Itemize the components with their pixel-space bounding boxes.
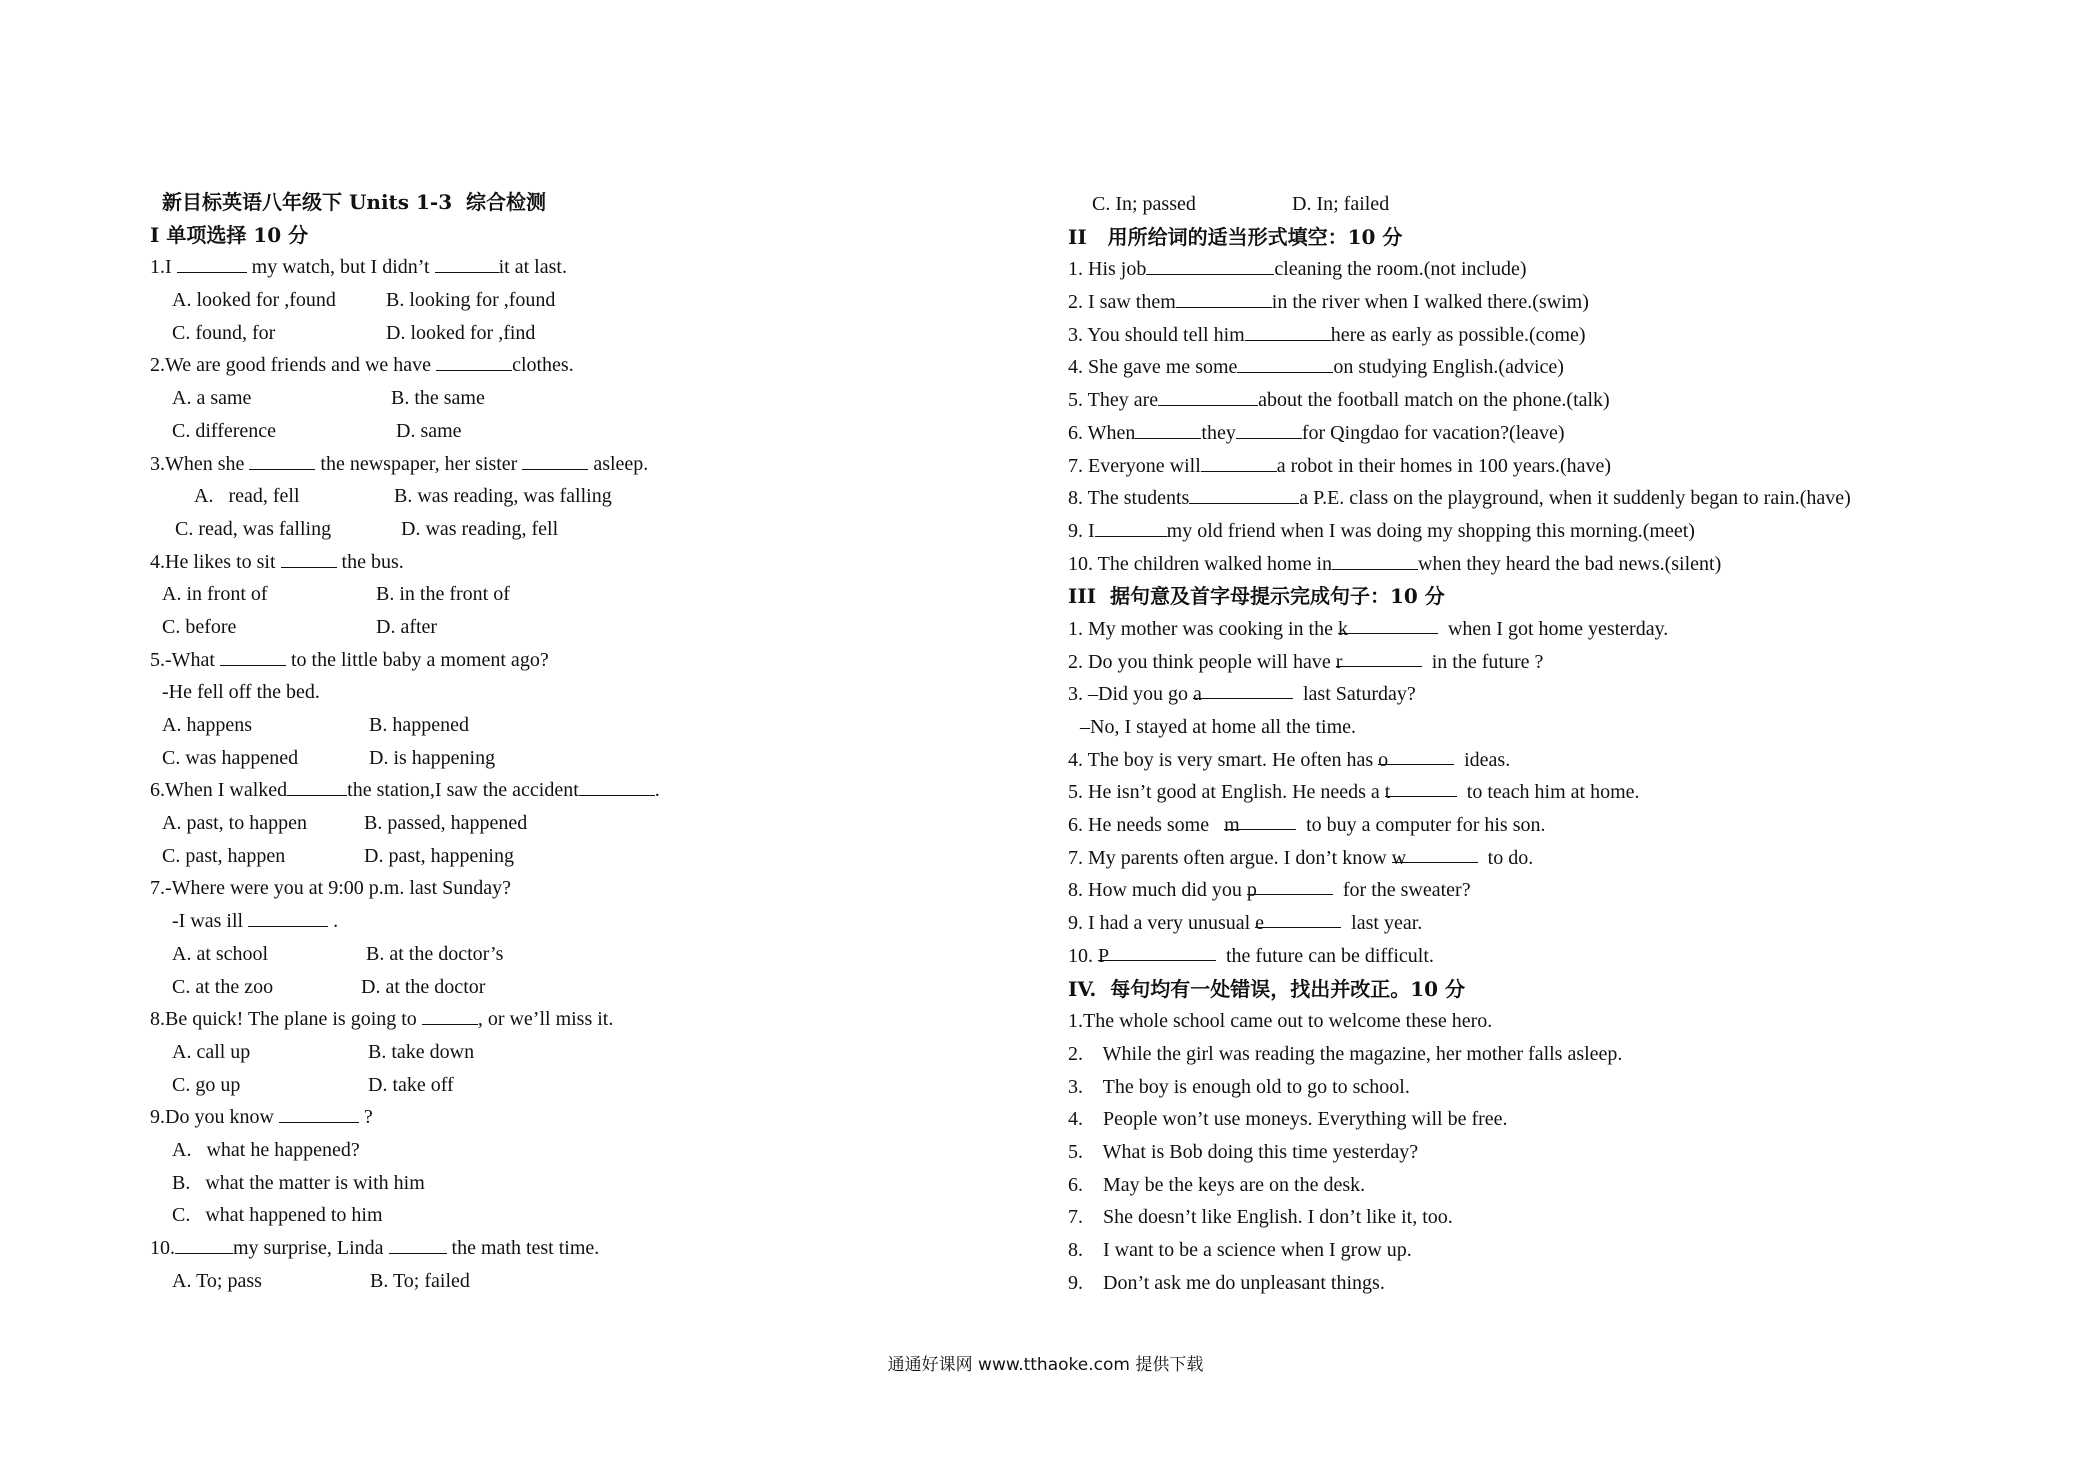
question-text: r xyxy=(1335,650,1343,673)
answer-blank xyxy=(1236,418,1302,439)
question-text: 6. May be the keys are on the desk. xyxy=(1068,1173,1366,1196)
answer-blank xyxy=(281,547,337,568)
question-text: III 据句意及首字母提示完成句子：10 分 xyxy=(1068,584,1445,609)
question-text: 10. The children walked home in xyxy=(1068,552,1333,575)
option-text: C. found, for xyxy=(172,321,276,344)
option-text: A. in front of xyxy=(162,583,268,606)
s3-item-7 xyxy=(1068,842,2068,875)
question-text: B. take down xyxy=(368,1040,475,1063)
question-text: D. after xyxy=(376,615,438,638)
s3-item-1 xyxy=(1068,613,2068,646)
s3-item-5 xyxy=(1068,776,2068,809)
question-text: ideas. xyxy=(1454,748,1511,771)
s4-item-9 xyxy=(1068,1267,2068,1300)
question-text: 5. They are xyxy=(1068,389,1159,412)
q1-options-ab xyxy=(150,284,1050,317)
question-text: my old friend when I was doing my shopping this morning.(meet) xyxy=(1166,519,1695,542)
answer-blank xyxy=(249,449,315,470)
question-text: 7. Everyone will xyxy=(1068,454,1201,477)
question-text: 3. You should tell him xyxy=(1068,323,1245,346)
question-text: 2. I saw them xyxy=(1068,291,1176,314)
question-text: 6. He needs some xyxy=(1068,814,1225,837)
question-text: my surprise, Linda xyxy=(233,1237,389,1259)
question-text: to teach him at home. xyxy=(1456,781,1640,804)
question-text: 1. My mother was cooking in the xyxy=(1068,617,1338,640)
question-text: here as early as possible.(come) xyxy=(1330,323,1586,346)
question-text: 10. xyxy=(150,1237,175,1259)
question-text: IV. 每句均有一处错误，找出并改正。10 分 xyxy=(1068,976,1466,1001)
question-text: –No, I stayed at home all the time. xyxy=(1080,716,1357,738)
question-text: they xyxy=(1201,421,1236,444)
q4-options-ab xyxy=(150,578,1050,611)
question-text: 3. –Did you go xyxy=(1068,683,1193,706)
option-text: C. read, was falling xyxy=(175,517,332,540)
s4-item-4 xyxy=(1068,1103,2068,1136)
answer-blank xyxy=(1158,385,1258,406)
question-text: 9. I had a very unusual xyxy=(1068,912,1256,935)
question-text: 5. He isn’t good at English. He needs a xyxy=(1068,781,1385,804)
answer-blank xyxy=(1224,809,1296,837)
question-text: w xyxy=(1391,846,1407,869)
question-text: a robot in their homes in 100 years.(have) xyxy=(1276,454,1612,477)
answer-blank xyxy=(248,906,328,927)
answer-blank xyxy=(522,449,588,470)
s2-item-10 xyxy=(1068,548,2068,581)
s4-item-2 xyxy=(1068,1038,2068,1071)
s2-item-8 xyxy=(1068,482,2068,515)
s3-item-10 xyxy=(1068,940,2068,973)
answer-blank xyxy=(1391,842,1478,869)
left-column xyxy=(150,188,1050,1297)
question-text: the future can be difficult. xyxy=(1216,944,1434,967)
question-text: the bus. xyxy=(336,550,404,573)
s2-item-1 xyxy=(1068,253,2068,286)
answer-blank xyxy=(1189,483,1299,504)
option-text: C. before xyxy=(162,615,237,638)
answer-blank xyxy=(177,252,247,273)
section-1-heading xyxy=(150,219,1050,252)
s3-item-3-reply xyxy=(1068,711,2068,744)
question-text: 1.I xyxy=(150,256,177,279)
question-text: the math test time. xyxy=(446,1237,600,1259)
s2-item-2 xyxy=(1068,286,2068,319)
question-text: B. was reading, was falling xyxy=(394,485,612,508)
question-text: D. was reading, fell xyxy=(401,517,559,540)
section-3-heading xyxy=(1068,580,2068,613)
question-text: last Saturday? xyxy=(1293,683,1416,706)
s2-item-4 xyxy=(1068,351,2068,384)
question-text: P xyxy=(1098,944,1110,967)
question-text: p xyxy=(1246,879,1257,902)
s3-item-3 xyxy=(1068,678,2068,711)
answer-blank xyxy=(1193,678,1293,706)
answer-blank xyxy=(389,1233,447,1254)
q7-options-cd xyxy=(150,971,1050,1004)
answer-blank xyxy=(1176,287,1272,308)
option-text: C. In; passed xyxy=(1092,193,1196,215)
question-text: . xyxy=(328,910,339,933)
question-text: 4.He likes to sit xyxy=(150,550,281,573)
s2-item-9 xyxy=(1068,515,2068,548)
s2-item-5 xyxy=(1068,384,2068,417)
q5-options-cd xyxy=(150,742,1050,775)
q9 xyxy=(150,1101,1050,1134)
q9-option-a xyxy=(150,1134,1050,1167)
question-text: 5.-What xyxy=(150,648,220,671)
question-text: my watch, but I didn’t xyxy=(246,256,435,279)
question-text: the station,I saw the accident xyxy=(347,779,579,802)
question-text: 9. I xyxy=(1068,519,1095,542)
question-text: to do. xyxy=(1477,846,1534,869)
s3-item-6 xyxy=(1068,809,2068,842)
q2 xyxy=(150,349,1050,382)
s3-item-4 xyxy=(1068,744,2068,777)
answer-blank xyxy=(1098,940,1216,967)
answer-blank xyxy=(1237,352,1333,373)
question-text: A. what he happened? xyxy=(172,1138,360,1161)
question-text: for the sweater? xyxy=(1332,879,1471,902)
question-text: about the football match on the phone.(talk) xyxy=(1258,389,1610,412)
question-text: B. To; failed xyxy=(370,1269,470,1292)
question-text: C. what happened to him xyxy=(172,1204,383,1227)
q1-options-cd xyxy=(150,317,1050,350)
q10-options-ab xyxy=(150,1265,1050,1298)
q6-options-cd xyxy=(150,840,1050,873)
question-text: m xyxy=(1224,814,1240,837)
question-text: 1. His job xyxy=(1068,258,1147,281)
answer-blank xyxy=(1332,549,1418,570)
question-text: 2. While the girl was reading the magazine, her mother falls asleep. xyxy=(1068,1042,1623,1065)
q4-options-cd xyxy=(150,611,1050,644)
question-text: 7. She doesn’t like English. I don’t like it, too. xyxy=(1068,1206,1453,1229)
question-text: I 单项选择 10 分 xyxy=(150,222,309,247)
question-text: -I was ill xyxy=(172,910,249,933)
s2-item-3 xyxy=(1068,319,2068,352)
option-text: C. difference xyxy=(172,419,277,442)
option-text: A. a same xyxy=(172,387,252,410)
question-text: D. take off xyxy=(368,1073,454,1096)
answer-blank xyxy=(1335,646,1422,673)
question-text: the newspaper, her sister xyxy=(315,452,523,475)
option-text: A. past, to happen xyxy=(162,812,307,835)
question-text: in the river when I walked there.(swim) xyxy=(1271,291,1589,314)
question-text: a P.E. class on the playground, when it suddenly began to rain.(have) xyxy=(1299,487,1851,510)
option-text: C. past, happen xyxy=(162,844,286,867)
q8-options-cd xyxy=(150,1069,1050,1102)
q2-options-cd xyxy=(150,415,1050,448)
q6-options-ab xyxy=(150,807,1050,840)
s3-item-2 xyxy=(1068,646,2068,679)
option-text: A. To; pass xyxy=(172,1269,262,1292)
question-text: B. what the matter is with him xyxy=(172,1171,425,1194)
question-text: e xyxy=(1255,912,1265,935)
s2-item-7 xyxy=(1068,450,2068,483)
question-text: k xyxy=(1337,617,1348,640)
question-text: 3. The boy is enough old to go to school. xyxy=(1068,1075,1410,1098)
answer-blank xyxy=(1146,254,1274,275)
s3-item-9 xyxy=(1068,907,2068,940)
question-text: 4. People won’t use moneys. Everything will be free. xyxy=(1068,1108,1508,1131)
answer-blank xyxy=(1246,874,1333,902)
q2-options-ab xyxy=(150,382,1050,415)
q3-options-cd xyxy=(150,513,1050,546)
answer-blank xyxy=(287,775,347,796)
question-text: o xyxy=(1378,748,1389,771)
q7 xyxy=(150,872,1050,905)
q3 xyxy=(150,448,1050,481)
question-text: 10. xyxy=(1068,944,1098,967)
option-text: C. at the zoo xyxy=(172,975,274,998)
question-text: B. in the front of xyxy=(376,583,510,606)
s4-item-1 xyxy=(1068,1005,2068,1038)
question-text: 2.We are good friends and we have xyxy=(150,354,437,377)
question-text: 7. My parents often argue. I don’t know xyxy=(1068,846,1392,869)
question-text: B. the same xyxy=(391,387,485,410)
question-text: last year. xyxy=(1341,912,1423,935)
s4-item-8 xyxy=(1068,1234,2068,1267)
question-text: 3.When she xyxy=(150,452,250,475)
question-text: D. In; failed xyxy=(1292,193,1390,215)
question-text: 8. The students xyxy=(1068,487,1190,510)
question-text: asleep. xyxy=(588,452,649,475)
s4-item-5 xyxy=(1068,1136,2068,1169)
q4 xyxy=(150,546,1050,579)
section-4-heading xyxy=(1068,973,2068,1006)
question-text: for Qingdao for vacation?(leave) xyxy=(1301,421,1565,444)
question-text: 9. Don’t ask me do unpleasant things. xyxy=(1068,1271,1385,1294)
question-text: when I got home yesterday. xyxy=(1437,617,1669,640)
question-text: cleaning the room.(not include) xyxy=(1274,258,1527,281)
answer-blank xyxy=(436,350,512,371)
answer-blank xyxy=(579,775,655,796)
answer-blank xyxy=(1201,451,1277,472)
question-text: D. past, happening xyxy=(364,844,514,867)
q9-option-c xyxy=(150,1199,1050,1232)
q5-options-ab xyxy=(150,709,1050,742)
s3-item-8 xyxy=(1068,874,2068,907)
option-text: A. call up xyxy=(172,1040,251,1063)
answer-blank xyxy=(1337,613,1438,640)
q10 xyxy=(150,1232,1050,1265)
q8-options-ab xyxy=(150,1036,1050,1069)
q1 xyxy=(150,251,1050,284)
right-column xyxy=(1068,188,2068,1299)
answer-blank xyxy=(1378,744,1454,771)
question-text: B. looking for ,found xyxy=(386,289,556,312)
s4-item-7 xyxy=(1068,1201,2068,1234)
answer-blank xyxy=(1245,320,1331,341)
option-text: A. looked for ,found xyxy=(172,289,336,312)
question-text: , or we’ll miss it. xyxy=(477,1008,614,1031)
question-text: D. is happening xyxy=(369,746,496,769)
question-text: D. same xyxy=(396,419,462,442)
q3-options-ab xyxy=(150,480,1050,513)
s4-item-6 xyxy=(1068,1169,2068,1202)
answer-blank xyxy=(435,252,499,273)
q5-reply xyxy=(150,676,1050,709)
q8 xyxy=(150,1003,1050,1036)
question-text: 6. When xyxy=(1068,421,1136,444)
question-text: to buy a computer for his son. xyxy=(1296,814,1546,837)
question-text: t xyxy=(1384,781,1391,804)
question-text: clothes. xyxy=(512,354,574,377)
answer-blank xyxy=(1095,516,1167,537)
question-text: D. looked for ,find xyxy=(386,321,536,344)
question-text: 8. I want to be a science when I grow up. xyxy=(1068,1239,1412,1261)
option-text: A. read, fell xyxy=(194,485,300,508)
q5 xyxy=(150,644,1050,677)
answer-blank xyxy=(279,1102,359,1123)
question-text: 5. What is Bob doing this time yesterday? xyxy=(1068,1140,1419,1163)
question-text: B. passed, happened xyxy=(364,812,528,835)
question-text: . xyxy=(654,779,660,802)
answer-blank xyxy=(1135,418,1201,439)
s2-item-6 xyxy=(1068,417,2068,450)
question-text: 4. She gave me some xyxy=(1068,356,1238,379)
question-text: ? xyxy=(358,1106,373,1129)
question-text: 新目标英语八年级下 Units 1-3 综合检测 xyxy=(162,190,547,214)
question-text: B. happened xyxy=(369,714,469,736)
question-text: 4. The boy is very smart. He often has xyxy=(1068,748,1379,771)
question-text: a xyxy=(1193,683,1202,706)
question-text: 8. How much did you xyxy=(1068,879,1247,902)
question-text: 1.The whole school came out to welcome these hero. xyxy=(1068,1010,1493,1033)
answer-blank xyxy=(422,1004,478,1025)
option-text: A. at school xyxy=(172,942,269,965)
page-title xyxy=(150,186,1050,219)
answer-blank xyxy=(1384,776,1457,804)
question-text: on studying English.(advice) xyxy=(1333,356,1564,379)
question-text: II 用所给词的适当形式填空：10 分 xyxy=(1068,224,1403,249)
s4-item-3 xyxy=(1068,1071,2068,1104)
page-footer: 通通好课网 www.tthaoke.com 提供下载 xyxy=(887,1355,1204,1375)
q9-option-b xyxy=(150,1167,1050,1200)
question-text: 9.Do you know xyxy=(150,1106,279,1129)
answer-blank xyxy=(220,645,286,666)
question-text: -He fell off the bed. xyxy=(162,681,320,704)
question-text: B. at the doctor’s xyxy=(366,942,504,965)
question-text: when they heard the bad news.(silent) xyxy=(1418,552,1722,575)
question-text: 7.-Where were you at 9:00 p.m. last Sunday? xyxy=(150,877,512,900)
q6 xyxy=(150,774,1050,807)
question-text: in the future ? xyxy=(1421,650,1544,673)
q7-options-ab xyxy=(150,938,1050,971)
question-text: 2. Do you think people will have xyxy=(1068,650,1336,673)
question-text: D. at the doctor xyxy=(361,975,486,998)
question-text: 8.Be quick! The plane is going to xyxy=(150,1008,422,1031)
option-text: A. happens xyxy=(162,714,252,736)
option-text: C. go up xyxy=(172,1073,241,1096)
section-2-heading xyxy=(1068,221,2068,254)
answer-blank xyxy=(175,1233,233,1254)
q10-options-cd xyxy=(1068,188,2068,221)
option-text: C. was happened xyxy=(162,746,299,769)
question-text: it at last. xyxy=(498,256,567,279)
answer-blank xyxy=(1255,907,1341,935)
question-text: to the little baby a moment ago? xyxy=(285,648,549,671)
q7-reply xyxy=(150,905,1050,938)
question-text: 6.When I walked xyxy=(150,779,288,802)
